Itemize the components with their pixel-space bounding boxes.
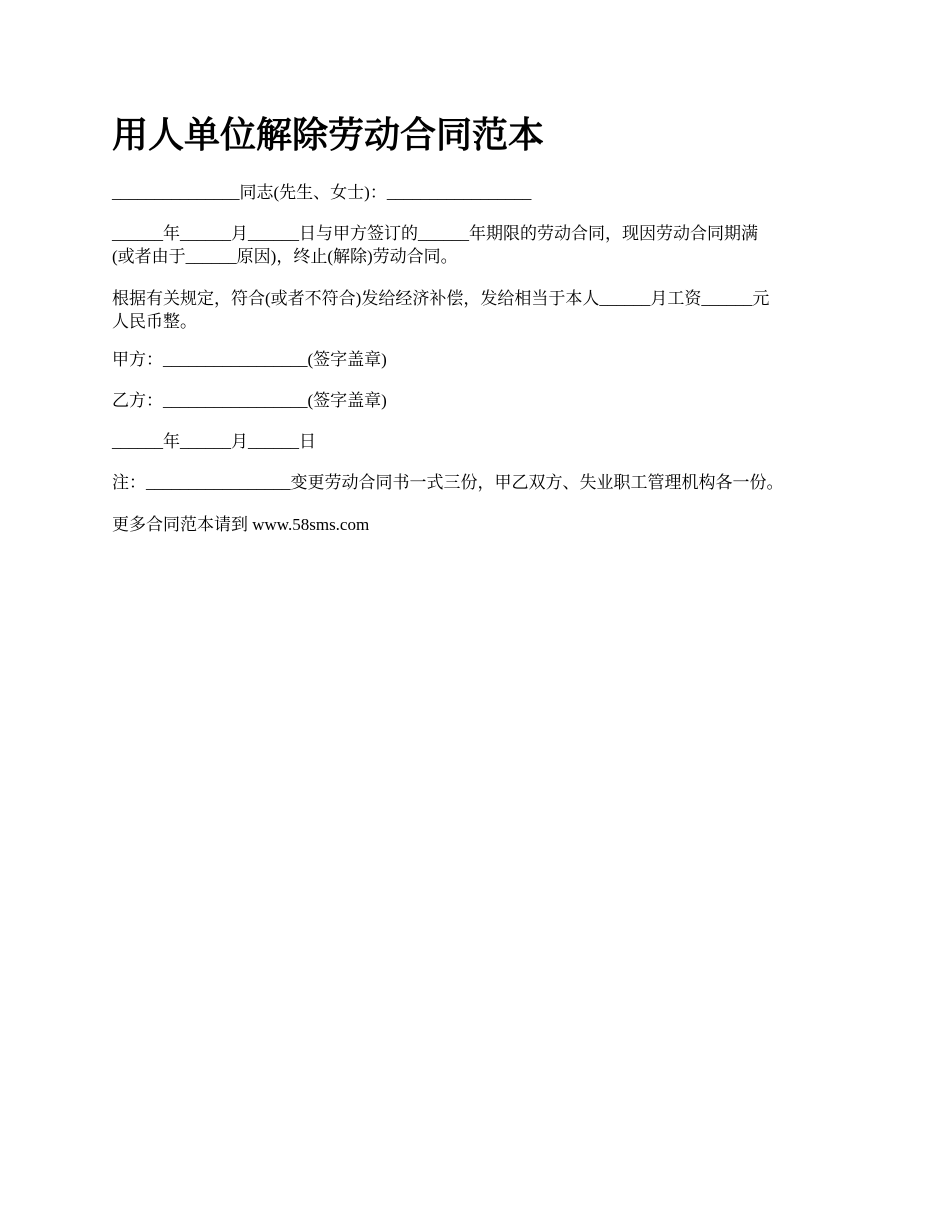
compensation-paragraph xyxy=(112,287,847,333)
paragraph-line: 注：_________________变更劳动合同书一式三份，甲乙双方、失业职工管理机构各一份。 xyxy=(112,473,784,492)
paragraph-line: 乙方：_________________(签字盖章) xyxy=(112,391,387,410)
date-line xyxy=(112,430,847,453)
paragraph-line: (或者由于______原因)，终止(解除)劳动合同。 xyxy=(112,247,458,266)
paragraph-line: ______年______月______日 xyxy=(112,432,316,451)
contract-termination-paragraph xyxy=(112,222,847,268)
paragraph-line: 甲方：_________________(签字盖章) xyxy=(112,350,387,369)
party-b-signature-line xyxy=(112,389,847,412)
note-paragraph xyxy=(112,471,847,494)
paragraph-line: 人民币整。 xyxy=(112,312,197,331)
addressee-line xyxy=(112,181,847,204)
party-a-signature-line xyxy=(112,348,847,371)
more-templates-line xyxy=(112,513,847,536)
document-title: 用人单位解除劳动合同范本 xyxy=(112,115,545,156)
paragraph-line: 根据有关规定，符合(或者不符合)发给经济补偿，发给相当于本人______月工资______元 xyxy=(112,289,770,308)
paragraph-line: _______________同志(先生、女士)：_________________ xyxy=(112,183,532,202)
paragraph-line: ______年______月______日与甲方签订的______年期限的劳动合同，现因劳动合同期满 xyxy=(112,224,758,243)
paragraph-line: 更多合同范本请到 www.58sms.com xyxy=(112,515,370,534)
